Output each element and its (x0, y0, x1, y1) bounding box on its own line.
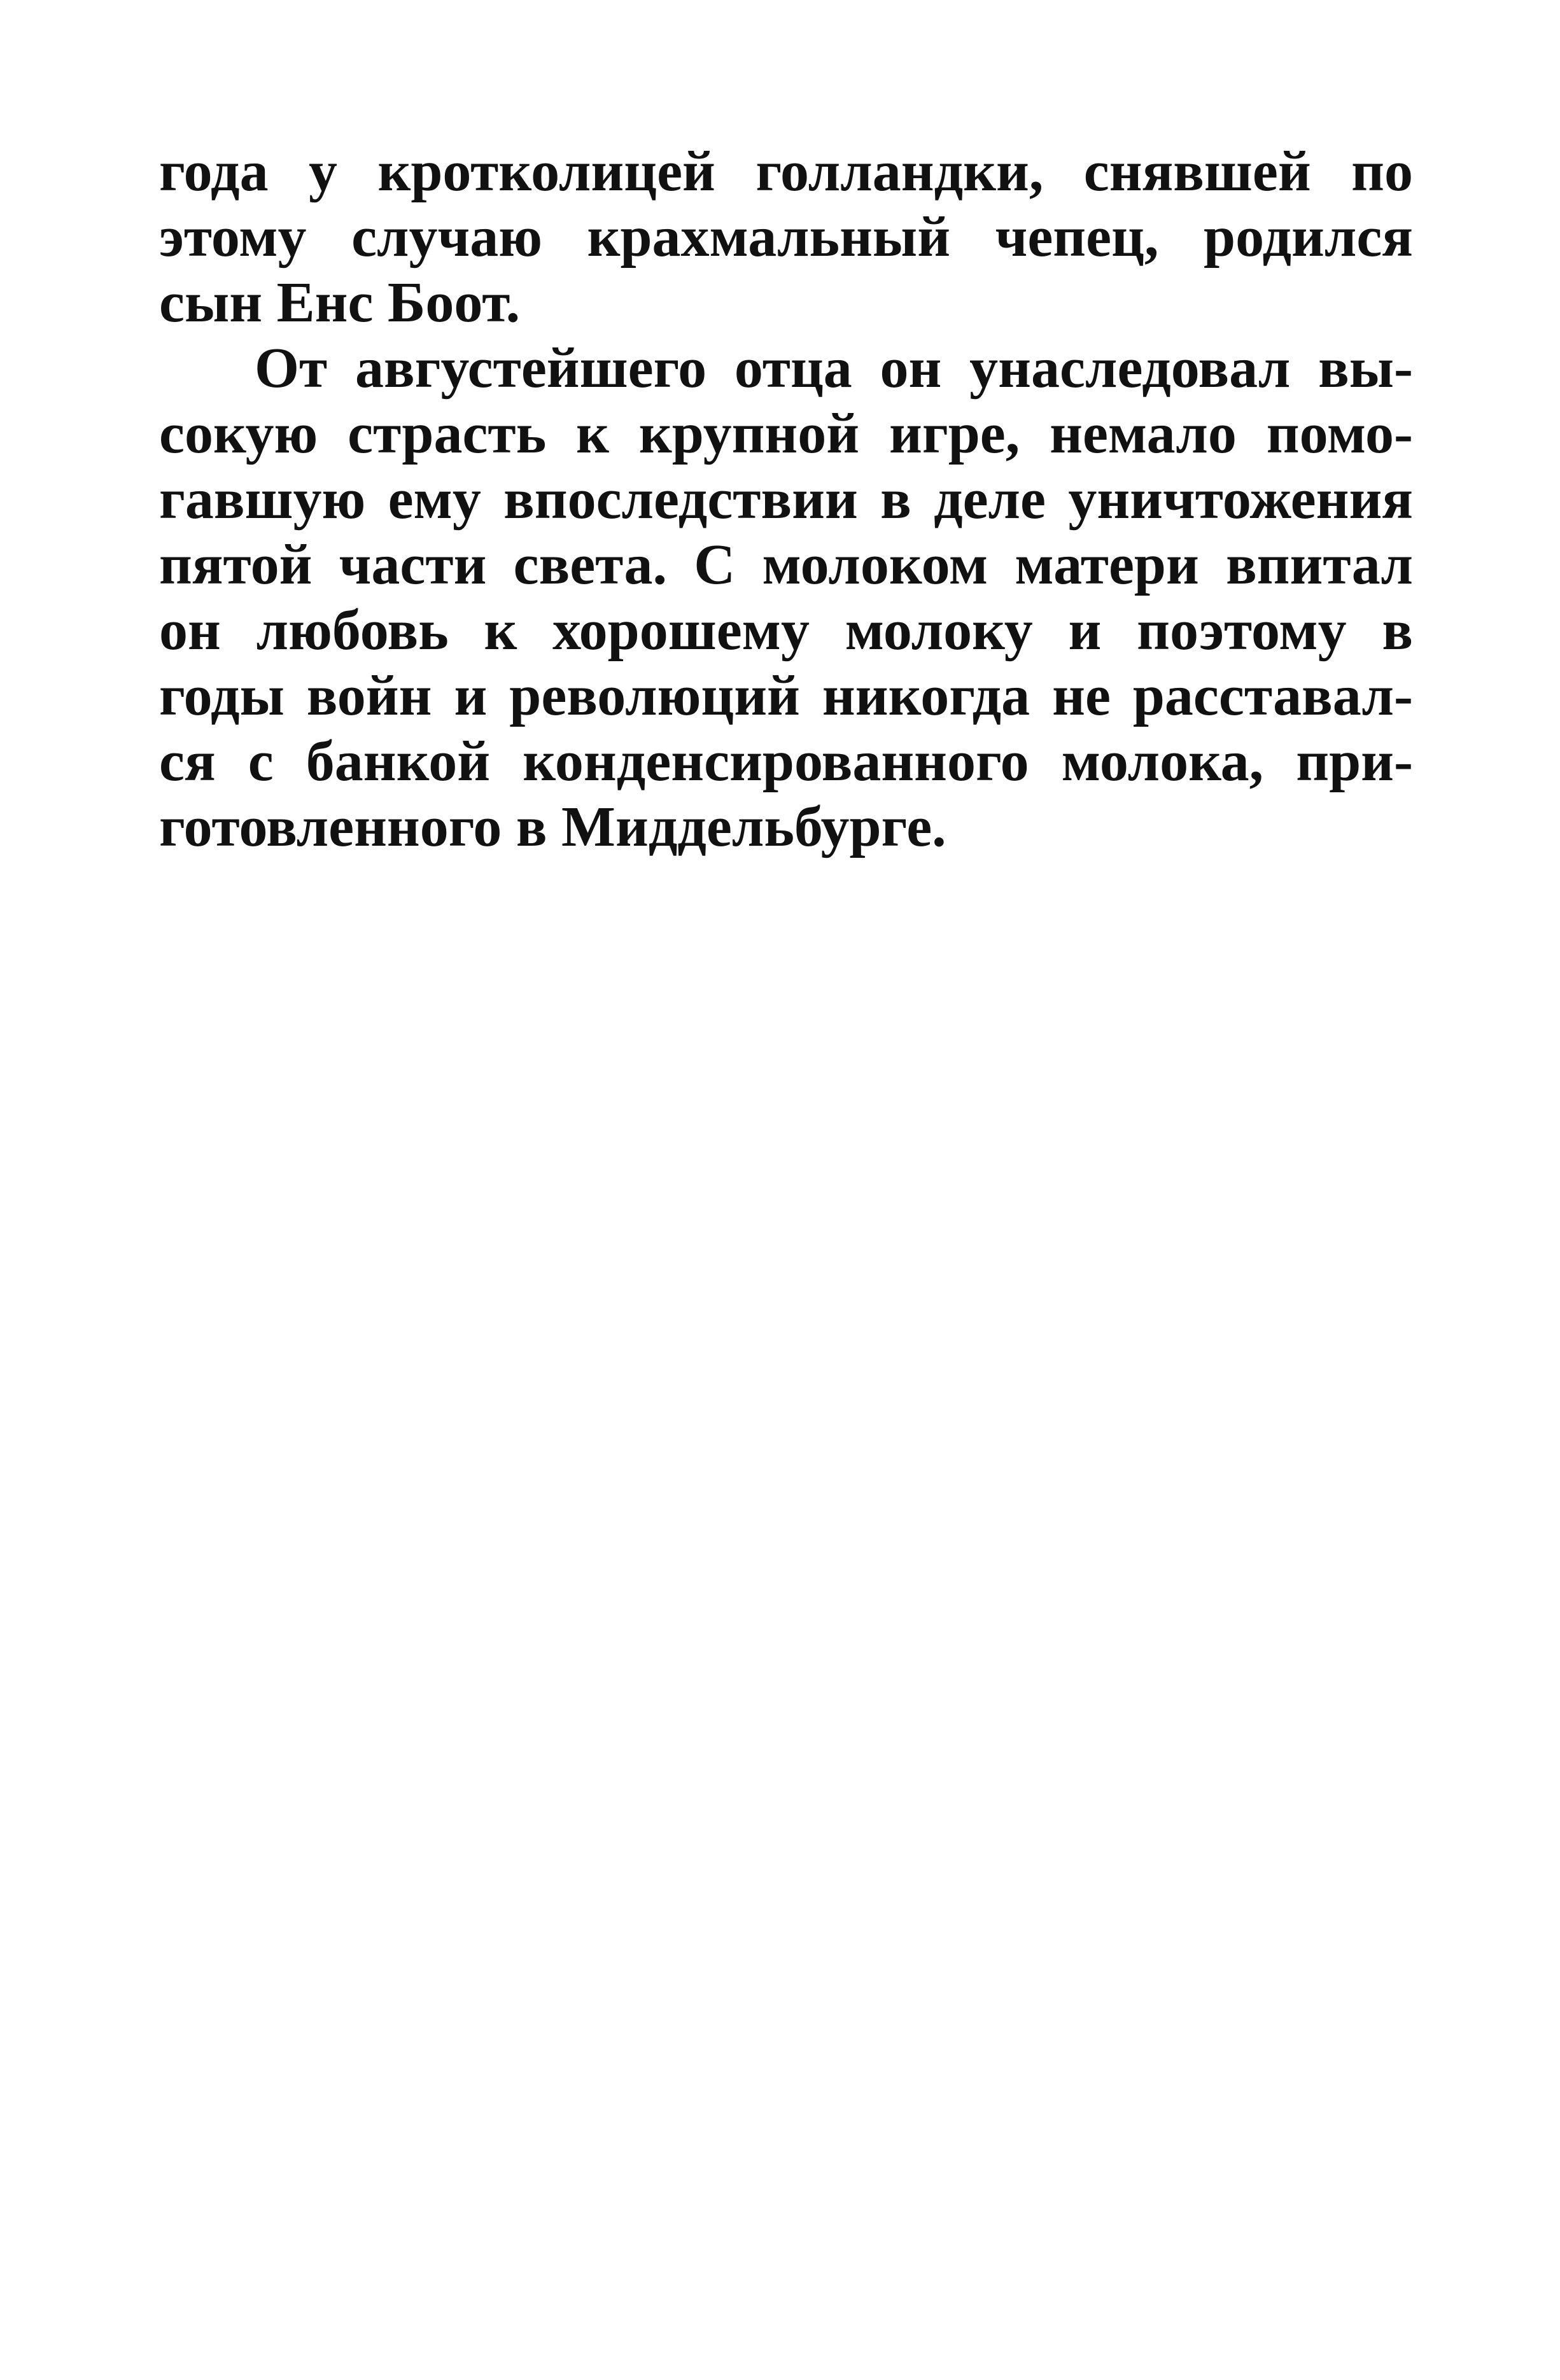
text-line: гавшую ему впоследствии в деле уничтожения (159, 468, 1413, 531)
paragraph-2 (159, 335, 1413, 860)
text-line: этому случаю крахмальный чепец, родился (159, 206, 1413, 269)
text-line: ся с банкой конденсированного молока, при- (159, 730, 1413, 793)
text-line: пятой части света. С молоком матери впитал (159, 533, 1413, 596)
text-line: сын Енс Боот. (159, 271, 521, 334)
body-text (159, 139, 1413, 860)
text-line: года у кротколицей голландки, снявшей по (159, 140, 1413, 203)
text-line: От августейшего отца он унаследовал вы- (255, 337, 1413, 400)
text-line: годы войн и революций никогда не расставал- (159, 664, 1413, 727)
text-line: он любовь к хорошему молоку и поэтому в (159, 599, 1413, 662)
text-line: сокую страсть к крупной игре, немало помо- (159, 402, 1413, 465)
text-line: готовленного в Миддельбурге. (159, 795, 946, 858)
paragraph-1 (159, 139, 1413, 335)
